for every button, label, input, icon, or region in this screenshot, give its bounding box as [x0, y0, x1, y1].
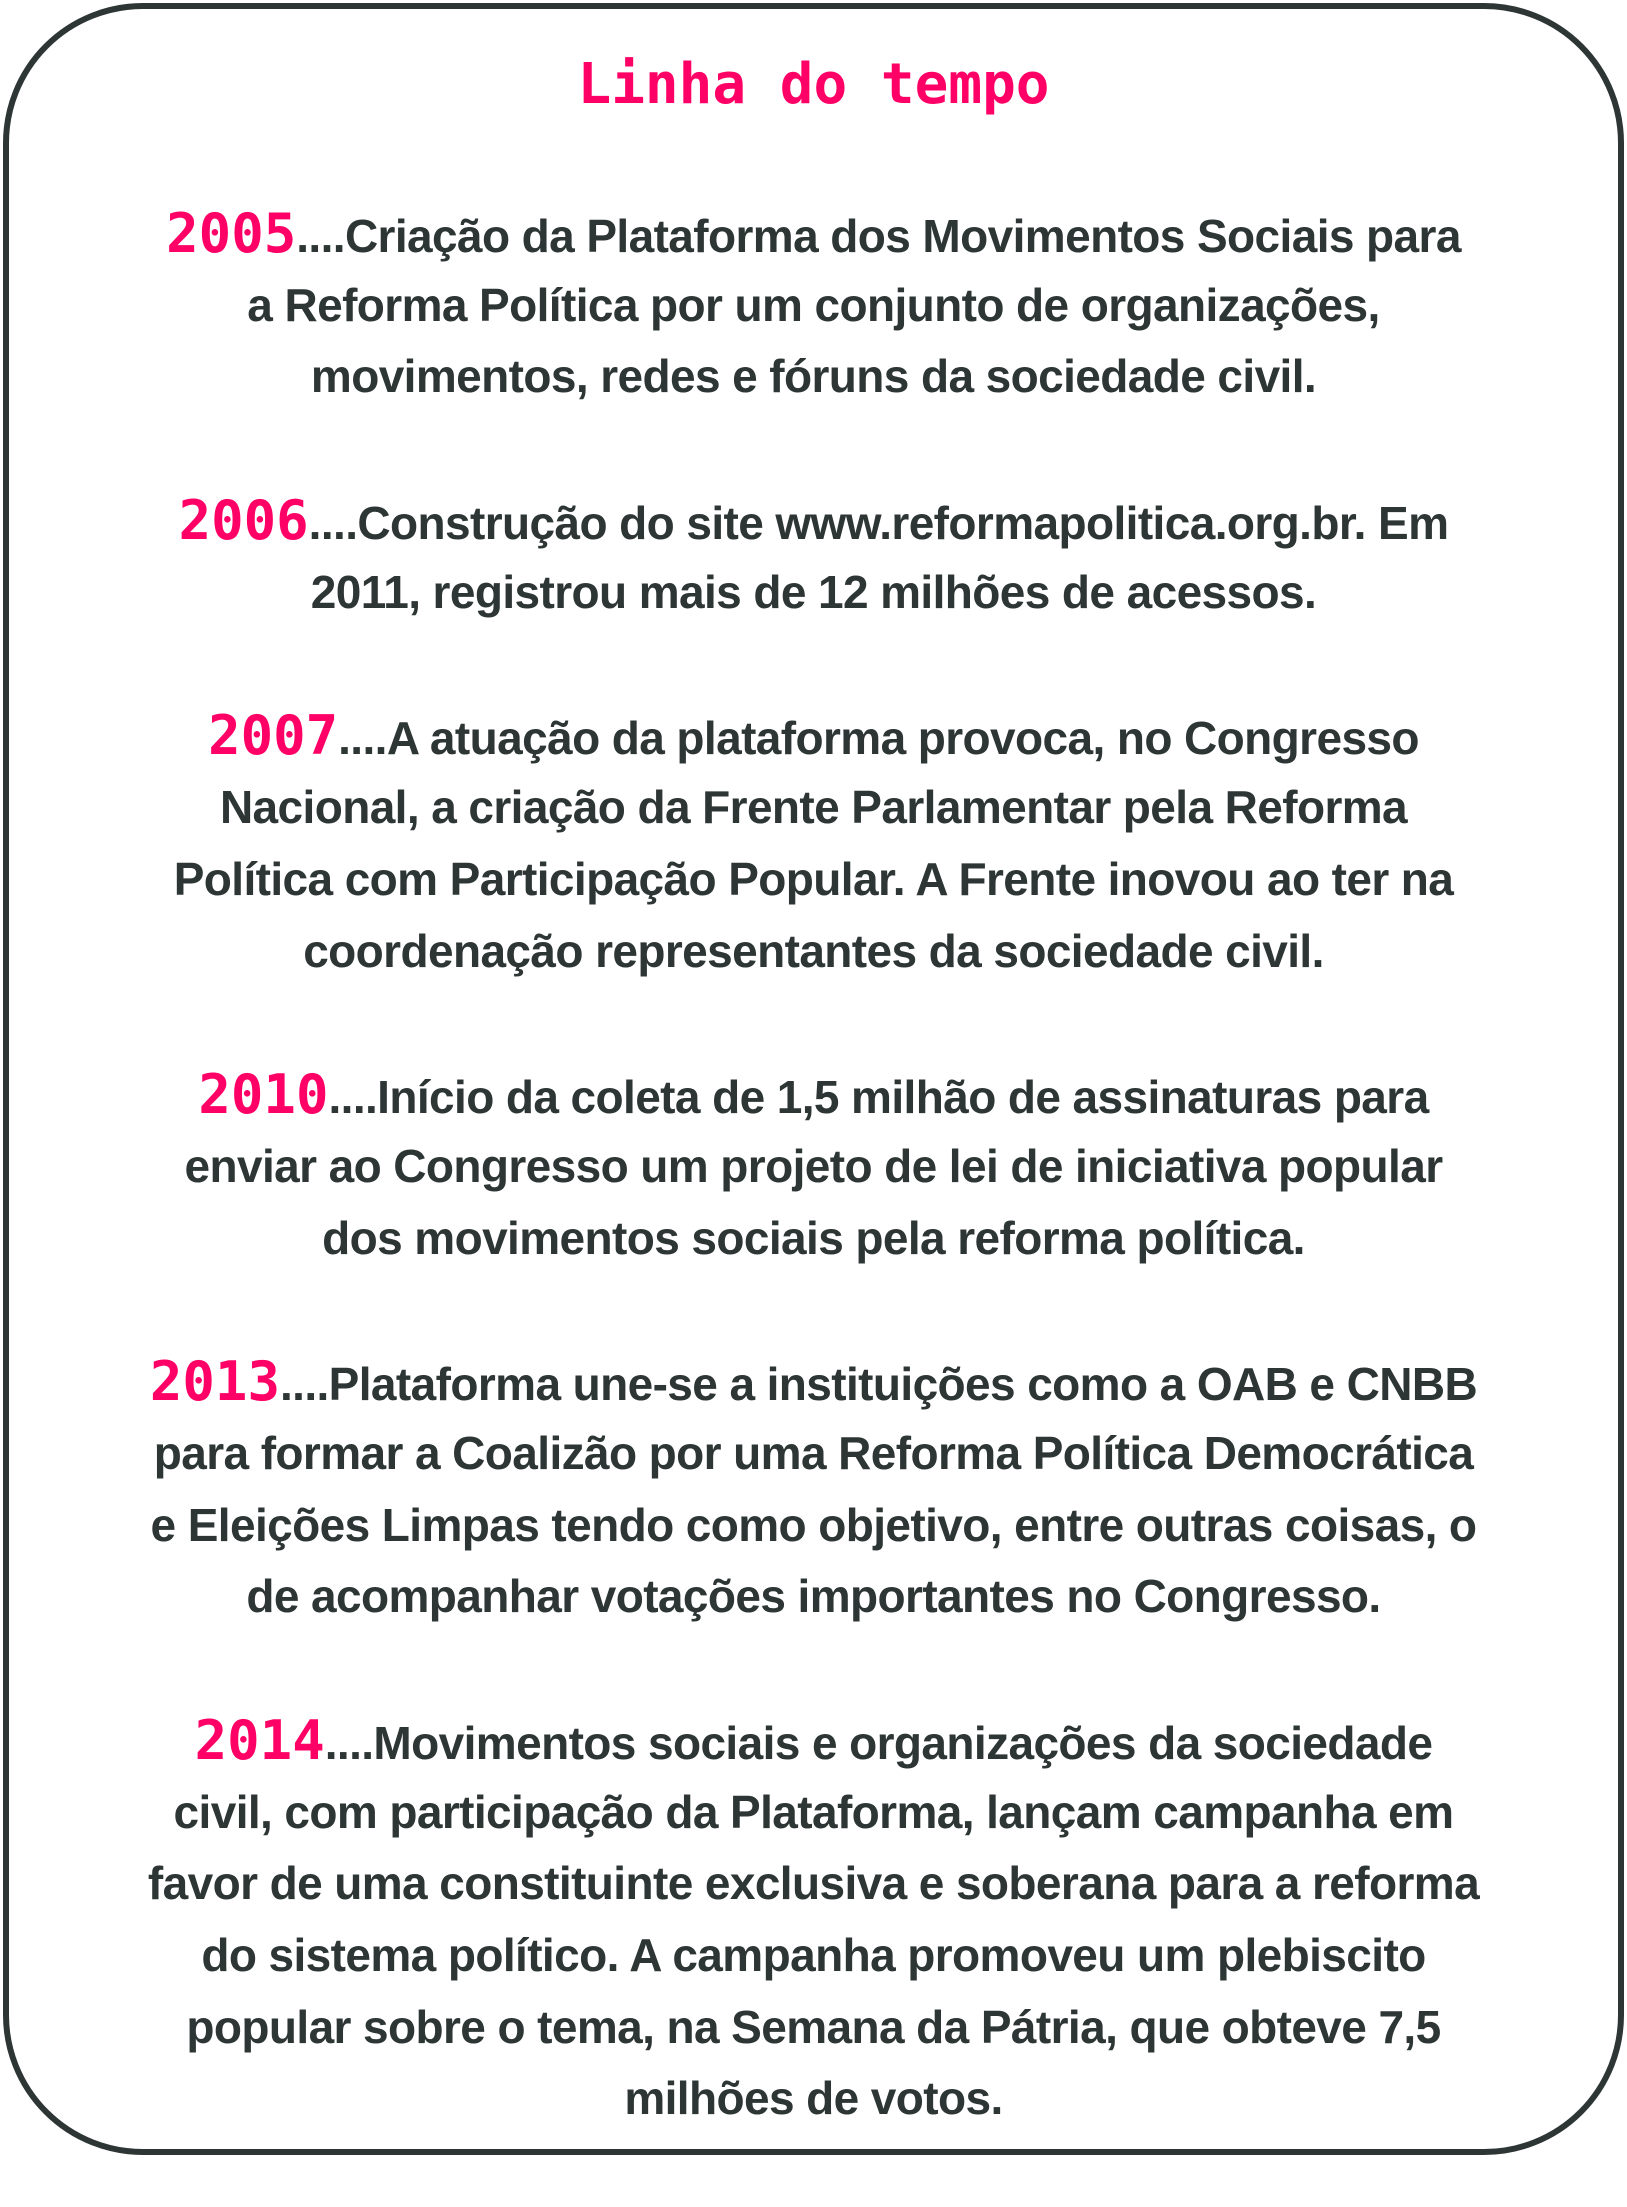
entry-text-line: [0, 1992, 1627, 2064]
timeline-entry-2014: [0, 1705, 1627, 2135]
entry-text-line: [0, 270, 1627, 342]
entry-text: ....Criação da Plataforma dos Movimentos Sociais para: [296, 210, 1461, 262]
entry-text: 2011, registrou mais de 12 milhões de acessos.: [310, 565, 1317, 618]
entry-text-line: [0, 844, 1627, 916]
entry-text: de acompanhar votações importantes no Congresso.: [246, 1570, 1381, 1623]
timeline-entry-2010: [0, 1059, 1627, 1274]
entry-year: 2005: [166, 202, 297, 265]
entry-text-line: [0, 557, 1627, 629]
page-title: Linha do tempo: [577, 52, 1050, 117]
entry-text-line: [0, 916, 1627, 988]
entry-text: e Eleições Limpas tendo como objetivo, entre outras coisas, o: [150, 1498, 1477, 1551]
entry-text: Nacional, a criação da Frente Parlamentar pela Reforma: [219, 781, 1408, 834]
timeline-entry-2006: [0, 485, 1627, 628]
entry-text: coordenação representantes da sociedade civil.: [303, 924, 1324, 977]
entry-text: favor de uma constituinte exclusiva e soberana para a reforma: [147, 1857, 1480, 1910]
entry-text-line: [0, 1490, 1627, 1562]
timeline-entry-2013: [0, 1346, 1627, 1633]
entry-text-line: [0, 1848, 1627, 1920]
entry-text: Política com Participação Popular. A Frente inovou ao ter na: [173, 852, 1454, 905]
entry-text: ....Construção do site www.reformapolitica.org.br. Em: [308, 497, 1449, 550]
entry-text-line: [0, 1059, 1627, 1131]
entry-year: 2007: [208, 704, 339, 768]
entry-text-line: [0, 1203, 1627, 1275]
entry-text: movimentos, redes e fóruns da sociedade civil.: [310, 350, 1317, 403]
entry-text-line: [0, 1561, 1627, 1633]
timeline-entry-2005: [0, 198, 1627, 413]
entry-text-line: [0, 1346, 1627, 1418]
entry-text: para formar a Coalizão por uma Reforma Política Democrática: [153, 1426, 1474, 1479]
entry-text: ....Início da coleta de 1,5 milhão de assinaturas para: [328, 1071, 1429, 1124]
entry-text: do sistema político. A campanha promoveu um plebiscito: [201, 1929, 1426, 1982]
entry-text: enviar ao Congresso um projeto de lei de iniciativa popular: [184, 1139, 1443, 1192]
entry-text-line: [0, 700, 1627, 772]
entry-text-line: [0, 2063, 1627, 2135]
entry-year: 2014: [194, 1709, 325, 1772]
entry-text-line: [0, 485, 1627, 557]
entry-text: ....Movimentos sociais e organizações da sociedade: [324, 1717, 1433, 1769]
entry-text-line: [0, 1777, 1627, 1849]
entry-year: 2010: [198, 1063, 329, 1127]
entry-text: dos movimentos sociais pela reforma política.: [322, 1211, 1305, 1264]
entry-text-line: [0, 198, 1627, 270]
entry-text-line: [0, 772, 1627, 844]
entry-text: popular sobre o tema, na Semana da Pátria, que obteve 7,5: [186, 2000, 1441, 2053]
entry-text-line: [0, 341, 1627, 413]
entry-text: ....Plataforma une-se a instituições como a OAB e CNBB: [279, 1358, 1478, 1411]
timeline: [0, 198, 1627, 2207]
entry-year: 2006: [178, 489, 309, 553]
entry-text-line: [0, 1705, 1627, 1777]
timeline-entry-2007: [0, 700, 1627, 987]
entry-text-line: [0, 1131, 1627, 1203]
entry-year: 2013: [149, 1350, 280, 1414]
entry-text: ....A atuação da plataforma provoca, no Congresso: [338, 712, 1419, 765]
entry-text-line: [0, 1418, 1627, 1490]
entry-text-line: [0, 1920, 1627, 1992]
entry-text: a Reforma Política por um conjunto de organizações,: [247, 278, 1380, 331]
entry-text: civil, com participação da Plataforma, lançam campanha em: [173, 1785, 1454, 1838]
entry-text: milhões de votos.: [624, 2072, 1003, 2125]
